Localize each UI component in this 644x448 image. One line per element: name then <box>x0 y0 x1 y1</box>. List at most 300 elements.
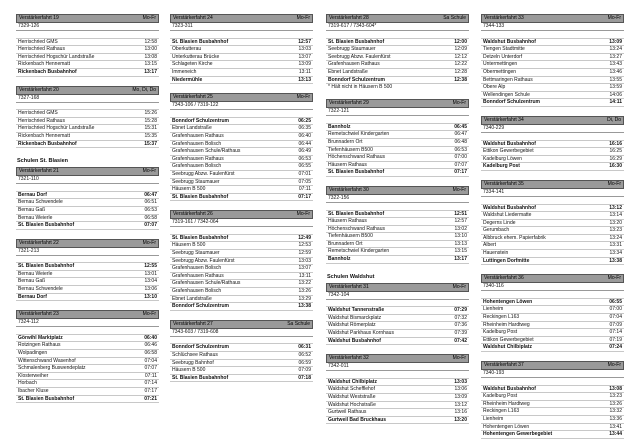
table-row <box>170 242 313 250</box>
stop-name: Hauenstein <box>483 250 509 257</box>
table-row <box>481 242 624 250</box>
departure-time: 12:22 <box>454 61 467 68</box>
stop-name: Grafenhausen Bolisch <box>172 288 222 295</box>
trip-name: Verstärkerfahrt 22 <box>19 239 59 246</box>
stop-name: Wolpadingen <box>18 350 48 357</box>
table-row <box>481 212 624 220</box>
timetable-block <box>481 361 624 439</box>
table-row <box>170 194 313 202</box>
stop-name: St. Blasien Busbahnhof <box>328 210 385 217</box>
trip-days: Mo-Fr <box>452 186 466 193</box>
route-code: 7323-311 <box>170 23 313 31</box>
table-row <box>326 315 469 323</box>
timetable-header <box>16 86 159 95</box>
stop-name: Rheinheim Hardtweg <box>483 400 530 407</box>
stop-name: Bernau Schwendele <box>18 199 63 206</box>
table-row <box>170 156 313 164</box>
stop-name: Schmalenberg Buswendeplatz <box>18 365 86 372</box>
table-row <box>170 337 313 345</box>
stop-name: Tiefenhäusern B500 <box>328 233 373 240</box>
departure-time: 12:49 <box>298 234 311 241</box>
table-row <box>481 31 624 39</box>
table-row <box>481 205 624 213</box>
departure-time: 12:53 <box>298 242 311 249</box>
trip-name: Verstärkerfahrt 20 <box>19 86 59 93</box>
trip-days: Mo-Fr <box>296 15 310 21</box>
timetable-header <box>16 310 159 319</box>
departure-time: 13:06 <box>144 286 157 293</box>
departure-time: 15:26 <box>144 110 157 117</box>
table-row <box>16 222 159 230</box>
stop-name: Bonndorf Schulzentrum <box>172 117 229 124</box>
stop-name: Grafenhausen Rathaus <box>328 61 380 68</box>
departure-time: 07:18 <box>298 374 311 381</box>
stop-name: Grafenhausen Schule/Rathaus <box>172 280 241 287</box>
route-code: 7344-133 <box>481 23 624 31</box>
table-row <box>170 46 313 54</box>
departure-time: 13:09 <box>609 38 622 45</box>
departure-time: 13:46 <box>609 68 622 75</box>
departure-time: 07:11 <box>298 186 311 193</box>
table-row <box>326 417 469 425</box>
stop-name: Detzeln Unterdorf <box>483 53 523 60</box>
column-4 <box>481 14 624 448</box>
stop-name: Grafenhausen Bolisch <box>172 163 222 170</box>
departure-time: 12:59 <box>298 250 311 257</box>
departure-time: 12:58 <box>144 38 157 45</box>
trip-name: Verstärkerfahrt 29 <box>329 100 369 107</box>
departure-time: 06:46 <box>144 342 157 349</box>
route-code: 7342-104 <box>326 292 469 300</box>
table-row <box>481 431 624 439</box>
stop-name: Reckingen L163 <box>483 408 520 415</box>
table-row <box>16 335 159 343</box>
stop-name: Gurtweil Rathaus <box>328 409 367 416</box>
stop-name: Bonndorf Schulzentrum <box>172 303 229 310</box>
table-row <box>481 163 624 171</box>
timetable-block <box>481 180 624 265</box>
table-row <box>326 46 469 54</box>
stop-name: Bernau Dorf <box>18 191 47 198</box>
timetable-header <box>481 361 624 370</box>
stop-name: St. Blasien Busbahnhof <box>172 234 229 241</box>
stop-name: Herrischried Hogschür Landstraße <box>18 53 95 60</box>
stop-name: Häusern Rathaus <box>328 161 367 168</box>
stop-name: Waldshut Chilbiplatz <box>483 344 532 351</box>
table-row <box>16 358 159 366</box>
departure-time: 13:36 <box>609 415 622 422</box>
route-code: 7340-116 <box>481 283 624 291</box>
trip-days: Mo, Di, Do <box>132 86 156 93</box>
timetable-header <box>326 354 469 363</box>
trip-days: Mo-Fr <box>607 362 621 368</box>
trip-days: Mo-Fr <box>142 239 156 246</box>
departure-time: 06:55 <box>609 298 622 305</box>
table-row <box>481 133 624 141</box>
departure-time: 06:35 <box>298 125 311 132</box>
trip-days: Sa Schule <box>443 15 466 21</box>
timetable-block <box>16 239 159 302</box>
stop-name: St. Blasien Busbahnhof <box>18 222 75 229</box>
table-row <box>326 162 469 170</box>
departure-time: 07:32 <box>454 314 467 321</box>
table-row <box>16 192 159 200</box>
departure-time: 12:57 <box>298 38 311 45</box>
stop-name: Brunnadern Ort <box>328 138 363 145</box>
table-row <box>16 271 159 279</box>
table-row <box>481 416 624 424</box>
timetable-block <box>170 210 313 311</box>
stop-name: Ebnet Landstraße <box>172 125 212 132</box>
departure-time: 14:11 <box>609 99 622 106</box>
table-row <box>16 69 159 77</box>
stop-name: Remetschwiel Kindergarten <box>328 131 390 138</box>
departure-time: 12:51 <box>454 210 467 217</box>
stop-name: Albert <box>483 242 497 249</box>
departure-time: 13:26 <box>609 400 622 407</box>
trip-days: Mo-Fr <box>607 275 621 282</box>
stop-name: Rotzingen Rathaus <box>18 342 61 349</box>
table-row <box>16 327 159 335</box>
trip-days: Mo-Fr <box>142 168 156 175</box>
stop-name: Rickenbach Hennematt <box>18 132 70 139</box>
departure-time: 13:12 <box>454 401 467 408</box>
stop-name: Waldshut Busbahnhof <box>483 38 536 45</box>
departure-time: 07:24 <box>609 344 622 351</box>
section-title: Schulen St. Blasien <box>17 158 69 165</box>
departure-time: 13:15 <box>454 248 467 255</box>
table-row <box>170 69 313 77</box>
route-code: 7343-106 / 7319-122 <box>170 102 313 110</box>
table-row <box>326 218 469 226</box>
departure-time: 12:00 <box>454 38 467 45</box>
table-row <box>326 394 469 402</box>
timetable-block <box>170 14 313 84</box>
table-row <box>481 54 624 62</box>
stop-name: Lienheim <box>483 306 504 313</box>
departure-time: 13:03 <box>454 378 467 385</box>
stop-name: St. Blasien Busbahnhof <box>328 38 385 45</box>
stop-name: Grafenhausen Bolisch <box>172 265 222 272</box>
timetable-header <box>481 116 624 125</box>
table-row <box>16 141 159 149</box>
departure-time: 06:44 <box>298 140 311 147</box>
table-row <box>481 77 624 85</box>
departure-time: 14:06 <box>609 91 622 98</box>
departure-time: 13:00 <box>144 46 157 53</box>
stop-name: Bonndorf Schulzentrum <box>172 344 229 351</box>
trip-name: Verstärkerfahrt 30 <box>329 186 369 193</box>
departure-time: 06:40 <box>144 334 157 341</box>
stop-name: Bonndorf Schulzentrum <box>328 76 385 83</box>
table-row <box>170 280 313 288</box>
route-code: 7327-168 <box>16 95 159 103</box>
timetable-header <box>326 14 469 23</box>
stop-name: Seebrugg Staumauer <box>172 250 220 257</box>
table-row <box>16 125 159 133</box>
timetable-header <box>481 274 624 283</box>
table-row <box>326 241 469 249</box>
table-row <box>170 141 313 149</box>
table-row <box>326 338 469 346</box>
departure-time: 06:45 <box>454 123 467 130</box>
stop-name: Grafenhausen Schule/Rathaus <box>172 148 241 155</box>
departure-time: 07:39 <box>454 330 467 337</box>
stop-name: Lienheim <box>483 415 504 422</box>
column-1 <box>16 14 159 412</box>
table-row <box>326 330 469 338</box>
stop-name: Höchenschwand Rathaus <box>328 154 385 161</box>
departure-time: 07:14 <box>609 329 622 336</box>
table-row <box>326 409 469 417</box>
departure-time: 06:58 <box>144 214 157 221</box>
departure-time: 07:14 <box>144 380 157 387</box>
table-row <box>16 215 159 223</box>
stop-name: Hohentengen Löwen <box>483 298 533 305</box>
table-row <box>326 233 469 241</box>
stop-name: Herrischried Hogschür Landstraße <box>18 125 95 132</box>
table-row <box>481 69 624 77</box>
timetable-block <box>481 116 624 171</box>
timetable-block <box>16 167 159 230</box>
stop-name: Häusern B 500 <box>172 186 206 193</box>
departure-time: 13:03 <box>298 46 311 53</box>
departure-time: 13:24 <box>609 234 622 241</box>
timetable-block <box>326 99 469 177</box>
table-row <box>481 344 624 352</box>
table-row <box>481 401 624 409</box>
table-row <box>170 163 313 171</box>
stop-name: Waldshut Tannenstraße <box>328 307 385 314</box>
table-row <box>170 235 313 243</box>
table-row <box>170 250 313 258</box>
table-row <box>326 116 469 124</box>
departure-time: 07:07 <box>144 365 157 372</box>
table-row <box>326 169 469 177</box>
departure-time: 06:59 <box>298 359 311 366</box>
route-code: 7329-126 <box>16 23 159 31</box>
stop-name: Wellendingen Schule <box>483 91 530 98</box>
table-row <box>170 227 313 235</box>
stop-name: Herrischried GMS <box>18 38 58 45</box>
departure-time: 06:25 <box>298 117 311 124</box>
timetable-header <box>326 99 469 108</box>
departure-time: 13:38 <box>609 257 622 264</box>
departure-time: 07:17 <box>298 193 311 200</box>
departure-time: 07:19 <box>609 336 622 343</box>
departure-time: 13:10 <box>144 293 157 300</box>
stop-name: Häusern B 500 <box>172 242 206 249</box>
table-row <box>326 139 469 147</box>
stop-name: Hohentengen Gewerbegebiet <box>483 431 553 438</box>
stop-name: Grafenhausen Rathaus <box>172 132 224 139</box>
table-row <box>16 342 159 350</box>
trip-name: Verstärkerfahrt 35 <box>484 180 524 187</box>
table-row <box>481 314 624 322</box>
route-code: 7321-213 <box>16 248 159 256</box>
stop-name: Bernau Weierle <box>18 214 53 221</box>
trip-name: Verstärkerfahrt 21 <box>19 168 59 175</box>
timetable-header <box>170 14 313 23</box>
departure-time: 06:47 <box>144 191 157 198</box>
departure-time: 13:07 <box>298 53 311 60</box>
stop-name: Waldshut Busbahnhof <box>483 385 536 392</box>
table-row <box>481 99 624 107</box>
stop-name: Kadelburg Post <box>483 393 518 400</box>
departure-time: 12:12 <box>454 53 467 60</box>
table-row <box>16 199 159 207</box>
table-row <box>16 103 159 111</box>
trip-name: Verstärkerfahrt 24 <box>173 15 213 21</box>
table-row <box>16 294 159 302</box>
departure-time: 13:20 <box>609 219 622 226</box>
stop-name: Bernau Gaß <box>18 206 46 213</box>
timetable-header <box>16 167 159 176</box>
departure-time: 13:08 <box>144 53 157 60</box>
departure-time: 07:29 <box>454 307 467 314</box>
table-row <box>170 179 313 187</box>
departure-time: 16:25 <box>609 148 622 155</box>
timetable-block <box>170 320 313 383</box>
stop-name: Bernau Gaß <box>18 278 46 285</box>
timetable-header <box>170 210 313 219</box>
departure-time: 13:59 <box>609 84 622 91</box>
departure-time: 06:31 <box>298 344 311 351</box>
departure-time: 07:17 <box>144 388 157 394</box>
departure-time: 07:05 <box>298 178 311 185</box>
stop-name: Waldshut Schefflehof <box>328 386 375 393</box>
stop-name: Klosterweiher <box>18 372 49 379</box>
stop-name: Herrischried GMS <box>18 110 58 117</box>
stop-name: Unterkutterau Brücke <box>172 53 220 60</box>
stop-name: Ibacher Kluse <box>18 388 49 394</box>
stop-name: Waldshut Chilbiplatz <box>328 378 377 385</box>
route-code: 7334-141 <box>481 189 624 197</box>
stop-name: Reckingen L163 <box>483 314 520 321</box>
departure-time: 06:47 <box>454 131 467 138</box>
departure-time: 13:09 <box>298 61 311 68</box>
table-row <box>481 393 624 401</box>
table-row <box>326 77 469 85</box>
stop-name: Bonndorf Schulzentrum <box>483 99 540 106</box>
departure-time: 15:35 <box>144 132 157 139</box>
trip-days: Mo-Fr <box>296 94 310 101</box>
stop-name: Häusern Rathaus <box>328 218 367 225</box>
stop-name: Ebnet Landstraße <box>172 295 212 302</box>
departure-time: 13:01 <box>144 270 157 277</box>
timetable-block <box>16 310 159 403</box>
departure-time: 13:41 <box>609 423 622 430</box>
column-3 <box>326 14 469 433</box>
departure-time: 12:28 <box>454 68 467 75</box>
departure-time: 07:04 <box>609 314 622 321</box>
table-row <box>481 61 624 69</box>
departure-time: 12:38 <box>454 76 467 83</box>
table-row <box>16 256 159 264</box>
departure-time: 13:13 <box>454 240 467 247</box>
stop-name: St. Blasien Busbahnhof <box>172 193 229 200</box>
table-row <box>16 207 159 215</box>
departure-time: 15:31 <box>144 125 157 132</box>
table-row <box>326 211 469 219</box>
departure-time: 07:09 <box>298 367 311 374</box>
table-row <box>16 278 159 286</box>
timetable-header <box>326 283 469 292</box>
departure-time: 13:24 <box>609 46 622 53</box>
trip-name: Verstärkerfahrt 31 <box>329 283 369 290</box>
departure-time: 13:22 <box>298 280 311 287</box>
stop-name: Bettmaringen Rathaus <box>483 76 533 83</box>
stop-name: St. Blasien Busbahnhof <box>18 395 75 402</box>
stop-name: Bernau Schwendele <box>18 286 63 293</box>
stop-name: Seebrugg Abzw. Faulenfürst <box>328 53 391 60</box>
departure-time: 13:32 <box>609 408 622 415</box>
table-row <box>170 110 313 118</box>
departure-time: 13:08 <box>609 385 622 392</box>
stop-name: Häusern B 500 <box>172 367 206 374</box>
departure-time: 13:16 <box>454 409 467 416</box>
departure-time: 07:07 <box>454 161 467 168</box>
timetable-header <box>16 239 159 248</box>
departure-time: 06:53 <box>298 155 311 162</box>
table-row <box>481 220 624 228</box>
table-row <box>170 367 313 375</box>
table-row <box>326 54 469 62</box>
timetable-block <box>170 93 313 201</box>
departure-time: 13:26 <box>298 288 311 295</box>
trip-name: Verstärkerfahrt 28 <box>329 15 369 21</box>
departure-time: 07:01 <box>298 170 311 177</box>
stop-name: Seebrugg Abzw. Faulenfürst <box>172 257 235 264</box>
departure-time: 07:04 <box>144 357 157 364</box>
footnote: * Hält nicht in Häusern B 500 <box>328 84 393 91</box>
table-row <box>481 378 624 386</box>
table-row <box>481 306 624 314</box>
stop-name: Immeneich <box>172 68 197 75</box>
route-code: 7342-011 <box>326 363 469 371</box>
stop-name: Waldshut Römerplatz <box>328 322 376 329</box>
route-code: 7322-156 <box>326 195 469 203</box>
departure-time: 12:57 <box>454 218 467 225</box>
table-row <box>481 197 624 205</box>
stop-name: Seebrugg Abzw. Faulenfürst <box>172 170 235 177</box>
trip-name: Verstärkerfahrt 25 <box>173 94 213 101</box>
departure-time: 15:28 <box>144 117 157 124</box>
table-row <box>16 39 159 47</box>
stop-name: Bannholz <box>328 256 351 263</box>
table-row <box>481 299 624 307</box>
table-row <box>170 118 313 126</box>
departure-time: 13:29 <box>298 295 311 302</box>
table-row <box>16 396 159 404</box>
table-row <box>326 371 469 379</box>
departure-time: 07:09 <box>609 321 622 328</box>
departure-time: 13:10 <box>454 233 467 240</box>
departure-time: 07:07 <box>144 222 157 229</box>
stop-name: Waldshut Busbahnhof <box>483 140 536 147</box>
table-row <box>16 133 159 141</box>
departure-time: 13:38 <box>298 303 311 310</box>
departure-time: 13:09 <box>454 394 467 400</box>
stop-name: St. Blasien Busbahnhof <box>18 263 75 270</box>
timetable-header <box>16 14 159 23</box>
table-row <box>326 226 469 234</box>
timetable-header <box>481 14 624 23</box>
stop-name: Seebrugg Staumauer <box>172 178 220 185</box>
table-row <box>16 54 159 62</box>
departure-time: 13:11 <box>298 68 311 75</box>
departure-time: 16:16 <box>609 140 622 147</box>
